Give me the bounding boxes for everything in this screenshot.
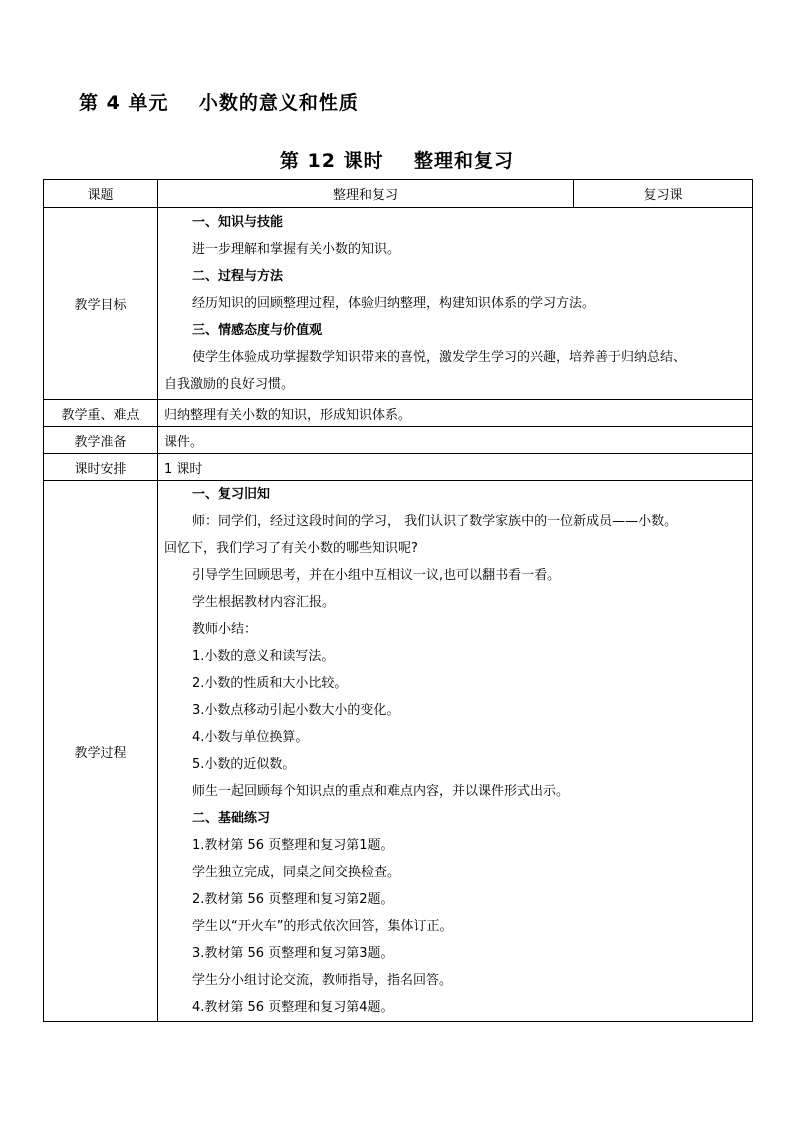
lesson-type: 复习课 bbox=[574, 180, 753, 208]
goals-line: 经历知识的回顾整理过程，体验归纳整理，构建知识体系的学习方法。 bbox=[192, 296, 596, 311]
preparation-label: 教学准备 bbox=[44, 427, 158, 454]
process-content bbox=[158, 481, 753, 1022]
process-line: 学生分小组讨论交流，教师指导，指名回答。 bbox=[192, 973, 453, 988]
process-label: 教学过程 bbox=[44, 481, 158, 1022]
row-time bbox=[44, 454, 753, 481]
process-line: 学生独立完成，同桌之间交换检查。 bbox=[192, 865, 401, 880]
time-label: 课时安排 bbox=[44, 454, 158, 481]
goals-line: 三、情感态度与价值观 bbox=[192, 323, 323, 338]
process-line: 3.小数点移动引起小数大小的变化。 bbox=[192, 703, 400, 718]
process-line: 4.小数与单位换算。 bbox=[192, 730, 309, 745]
row-topic bbox=[44, 180, 753, 208]
process-line: 3.教材第 56 页整理和复习第3题。 bbox=[192, 946, 394, 961]
topic-label: 课题 bbox=[44, 180, 158, 208]
process-line: 学生根据教材内容汇报。 bbox=[192, 595, 336, 610]
process-line: 2.教材第 56 页整理和复习第2题。 bbox=[192, 892, 394, 907]
process-line: 1.小数的意义和读写法。 bbox=[192, 649, 335, 664]
goals-line: 自我激励的良好习惯。 bbox=[164, 377, 295, 392]
process-line: 师：同学们，经过这段时间的学习， 我们认识了数学家族中的一位新成员——小数。 bbox=[192, 514, 678, 529]
row-goals bbox=[44, 208, 753, 400]
goals-line: 一、知识与技能 bbox=[192, 215, 284, 230]
goals-content bbox=[158, 208, 753, 400]
unit-title: 第 4 单元 小数的意义和性质 bbox=[79, 92, 359, 114]
time-value: 1 课时 bbox=[158, 454, 753, 481]
process-line: 回忆下，我们学习了有关小数的哪些知识呢? bbox=[164, 541, 418, 556]
process-line: 师生一起回顾每个知识点的重点和难点内容，并以课件形式出示。 bbox=[192, 784, 570, 799]
process-line: 1.教材第 56 页整理和复习第1题。 bbox=[192, 838, 394, 853]
process-line: 学生以“开火车”的形式依次回答，集体订正。 bbox=[192, 919, 453, 934]
goals-line: 使学生体验成功掌握数学知识带来的喜悦，激发学生学习的兴趣，培养善于归纳总结、 bbox=[192, 350, 687, 365]
process-line: 4.教材第 56 页整理和复习第4题。 bbox=[192, 1000, 394, 1015]
goals-line: 二、过程与方法 bbox=[192, 269, 284, 284]
process-line: 二、基础练习 bbox=[192, 811, 271, 826]
key-points-value: 归纳整理有关小数的知识，形成知识体系。 bbox=[158, 400, 753, 427]
row-key-points bbox=[44, 400, 753, 427]
key-points-label: 教学重、难点 bbox=[44, 400, 158, 427]
row-process bbox=[44, 481, 753, 1022]
process-line: 5.小数的近似数。 bbox=[192, 757, 296, 772]
lesson-plan-table bbox=[43, 179, 753, 1022]
process-line: 2.小数的性质和大小比较。 bbox=[192, 676, 348, 691]
topic-value: 整理和复习 bbox=[158, 180, 574, 208]
preparation-value: 课件。 bbox=[158, 427, 753, 454]
row-preparation bbox=[44, 427, 753, 454]
process-line: 引导学生回顾思考，并在小组中互相议一议,也可以翻书看一看。 bbox=[192, 568, 561, 583]
goals-label: 教学目标 bbox=[44, 208, 158, 400]
goals-line: 进一步理解和掌握有关小数的知识。 bbox=[192, 242, 401, 257]
process-line: 一、复习旧知 bbox=[192, 487, 271, 502]
process-line: 教师小结： bbox=[192, 622, 258, 637]
lesson-title: 第 12 课时 整理和复习 bbox=[279, 150, 515, 172]
